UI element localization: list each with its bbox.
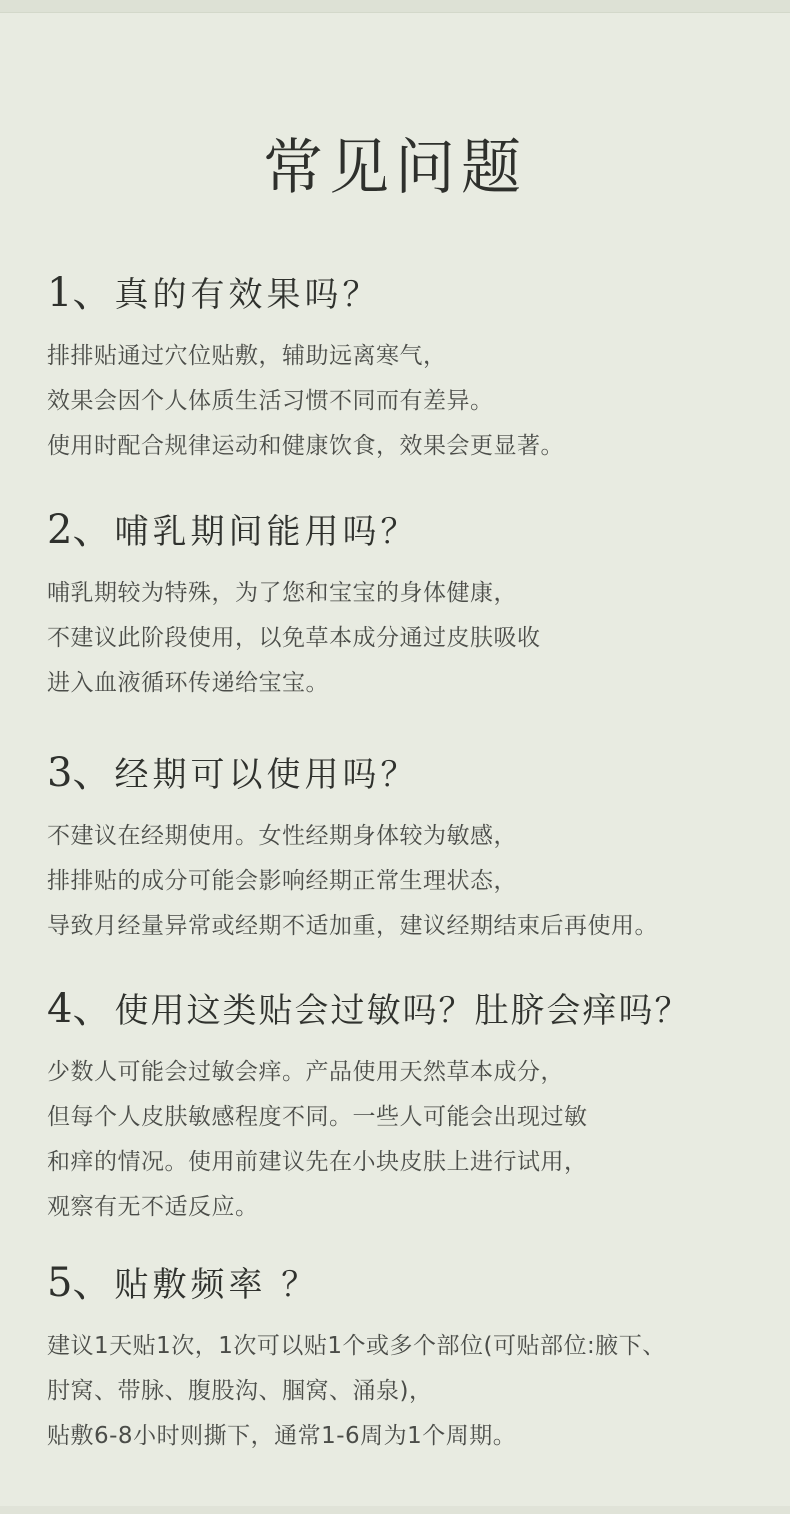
faq-answer: [47, 1324, 777, 1459]
top-band: [0, 0, 790, 13]
faq-question: [47, 984, 777, 1036]
faq-item-1: [47, 268, 777, 469]
page-title: 常见问题: [263, 133, 527, 203]
faq-answer-line: 不建议此阶段使用，以免草本成分通过皮肤吸收: [47, 625, 541, 651]
faq-item-3: [47, 748, 777, 949]
faq-answer: [47, 814, 777, 949]
faq-answer-line: 排排贴的成分可能会影响经期正常生理状态，: [47, 868, 517, 894]
faq-answer: [47, 334, 777, 469]
faq-answer-line: 肘窝、带脉、腹股沟、腘窝、涌泉)，: [47, 1378, 433, 1404]
faq-answer-line: 导致月经量异常或经期不适加重，建议经期结束后再使用。: [47, 913, 658, 939]
faq-number: 2、: [47, 507, 113, 553]
faq-answer: [47, 571, 777, 706]
faq-answer-line: 和痒的情况。使用前建议先在小块皮肤上进行试用，: [47, 1149, 588, 1175]
faq-question: [47, 748, 777, 800]
faq-item-5: [47, 1258, 777, 1459]
faq-answer-line: 排排贴通过穴位贴敷，辅助远离寒气，: [47, 343, 447, 369]
faq-answer-line: 建议1天贴1次，1次可以贴1个或多个部位(可贴部位:腋下、: [47, 1333, 666, 1359]
faq-answer: [47, 1050, 777, 1230]
faq-answer-line: 贴敷6-8小时则撕下，通常1-6周为1个周期。: [47, 1423, 517, 1449]
faq-answer-line: 哺乳期较为特殊，为了您和宝宝的身体健康，: [47, 580, 517, 606]
faq-answer-line: 进入血液循环传递给宝宝。: [47, 670, 329, 696]
faq-question: [47, 1258, 777, 1310]
faq-question-text: 贴敷频率 ？: [114, 1265, 320, 1305]
faq-number: 5、: [47, 1260, 113, 1306]
faq-answer-line: 但每个人皮肤敏感程度不同。一些人可能会出现过敏: [47, 1104, 588, 1130]
faq-number: 3、: [47, 750, 113, 796]
faq-item-2: [47, 505, 777, 706]
bottom-band: [0, 1506, 790, 1514]
faq-answer-line: 效果会因个人体质生活习惯不同而有差异。: [47, 388, 494, 414]
faq-number: 4、: [47, 986, 113, 1032]
faq-answer-line: 不建议在经期使用。女性经期身体较为敏感，: [47, 823, 517, 849]
faq-question-text: 使用这类贴会过敏吗？肚脐会痒吗？: [114, 991, 691, 1031]
faq-question-text: 经期可以使用吗？: [114, 755, 419, 795]
faq-number: 1、: [47, 270, 113, 316]
faq-question: [47, 268, 777, 320]
faq-answer-line: 观察有无不适反应。: [47, 1194, 259, 1220]
faq-question-text: 真的有效果吗？: [114, 275, 381, 315]
faq-answer-line: 少数人可能会过敏会痒。产品使用天然草本成分，: [47, 1059, 564, 1085]
faq-answer-line: 使用时配合规律运动和健康饮食，效果会更显著。: [47, 433, 564, 459]
faq-question-text: 哺乳期间能用吗？: [114, 512, 419, 552]
faq-question: [47, 505, 777, 557]
faq-item-4: [47, 984, 777, 1230]
